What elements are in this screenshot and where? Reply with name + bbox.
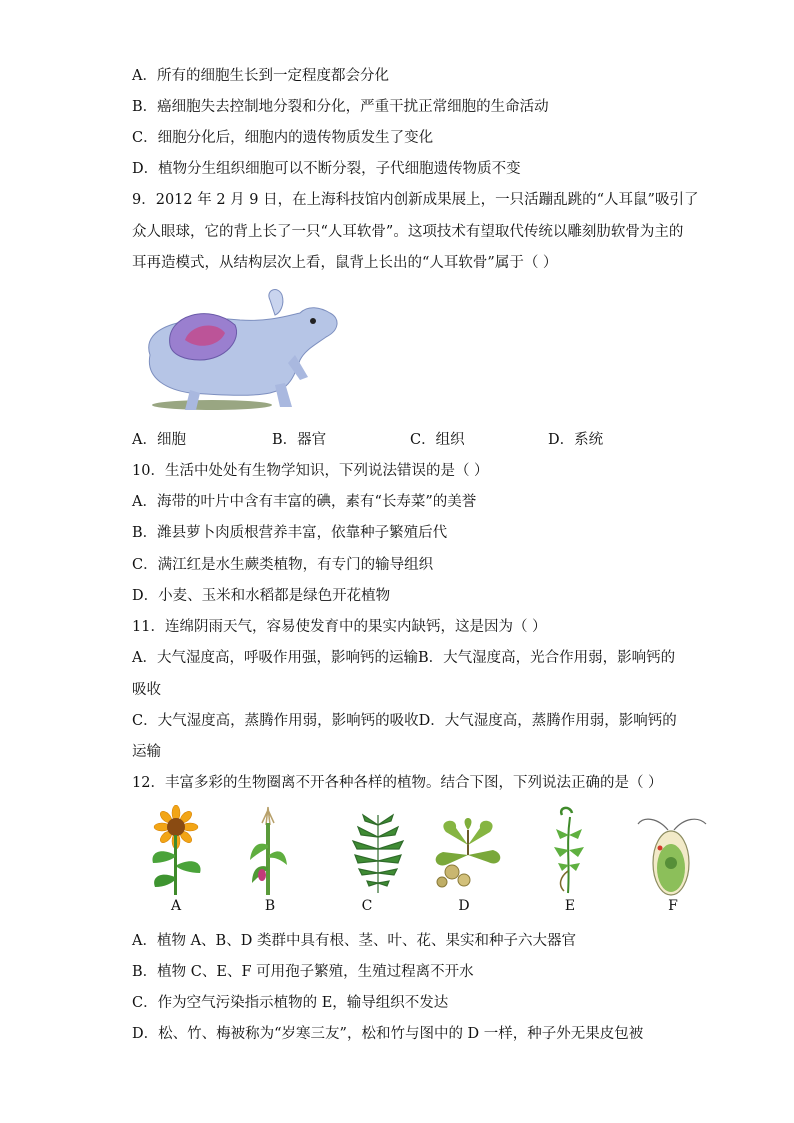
q11-line-3: C．大气湿度高，蒸腾作用弱，影响钙的吸收D．大气湿度高，蒸腾作用弱，影响钙的 — [132, 713, 677, 729]
plant-b-corn-image — [248, 805, 288, 897]
q10-option-d: D．小麦、玉米和水稻都是绿色开花植物 — [132, 588, 391, 604]
ear-mouse-image — [130, 285, 342, 415]
q9-option-c: C．组织 — [410, 432, 465, 448]
q12-option-b: B．植物 C、E、F 可用孢子繁殖，生殖过程离不开水 — [132, 964, 474, 980]
q8-option-b: B．癌细胞失去控制地分裂和分化，严重干扰正常细胞的生命活动 — [132, 99, 549, 115]
plant-a-sunflower-image — [145, 805, 207, 897]
figure-label-b: B — [264, 898, 276, 914]
q12-option-c: C．作为空气污染指示植物的 E，输导组织不发达 — [132, 995, 449, 1011]
q12-stem: 12．丰富多彩的生物圈离不开各种各样的植物。结合下图，下列说法正确的是（ ） — [132, 775, 663, 791]
q11-line-1: A．大气湿度高，呼吸作用强，影响钙的运输B．大气湿度高，光合作用弱，影响钙的 — [132, 650, 676, 666]
q9-stem-line-2: 众人眼球，它的背上长了一只“人耳软骨”。这项技术有望取代传统以雕刻肋软骨为主的 — [132, 224, 684, 240]
figure-label-f: F — [668, 898, 678, 914]
q9-option-b: B．器官 — [272, 432, 327, 448]
q8-option-d: D．植物分生组织细胞可以不断分裂，子代细胞遗传物质不变 — [132, 161, 521, 177]
q12-option-a: A．植物 A、B、D 类群中具有根、茎、叶、花、果实和种子六大器官 — [132, 933, 576, 949]
q9-stem-line-1: 9．2012 年 2 月 9 日，在上海科技馆内创新成果展上，一只活蹦乱跳的“人耳鼠”吸引了 — [132, 192, 699, 208]
q10-option-b: B．潍县萝卜肉质根营养丰富，依靠种子繁殖后代 — [132, 525, 448, 541]
q11-line-2: 吸收 — [132, 682, 161, 698]
q10-option-a: A．海带的叶片中含有丰富的碘，素有“长寿菜”的美誉 — [132, 494, 477, 510]
figure-label-c: C — [361, 898, 373, 914]
figure-label-d: D — [458, 898, 470, 914]
q9-option-d: D．系统 — [548, 432, 604, 448]
q9-stem-line-3: 耳再造模式，从结构层次上看，鼠背上长出的“人耳软骨”属于（ ） — [132, 255, 558, 271]
q12-option-d: D．松、竹、梅被称为“岁寒三友”，松和竹与图中的 D 一样，种子外无果皮包被 — [132, 1026, 644, 1042]
q10-stem: 10．生活中处处有生物学知识，下列说法错误的是（ ） — [132, 463, 489, 479]
figure-label-a: A — [170, 898, 182, 914]
q9-option-a: A．细胞 — [132, 432, 186, 448]
plant-d-ginkgo-image — [428, 810, 508, 892]
q10-option-c: C．满江红是水生蕨类植物，有专门的输导组织 — [132, 557, 434, 573]
plant-f-chlamydomonas-image — [630, 808, 716, 898]
q11-stem: 11．连绵阴雨天气，容易使发育中的果实内缺钙，这是因为（ ） — [132, 619, 547, 635]
q8-option-c: C．细胞分化后，细胞内的遗传物质发生了变化 — [132, 130, 434, 146]
q11-line-4: 运输 — [132, 744, 161, 760]
figure-label-e: E — [564, 898, 576, 914]
plant-c-fern-image — [343, 805, 413, 897]
q8-option-a: A．所有的细胞生长到一定程度都会分化 — [132, 68, 389, 84]
plant-e-moss-image — [548, 805, 590, 897]
